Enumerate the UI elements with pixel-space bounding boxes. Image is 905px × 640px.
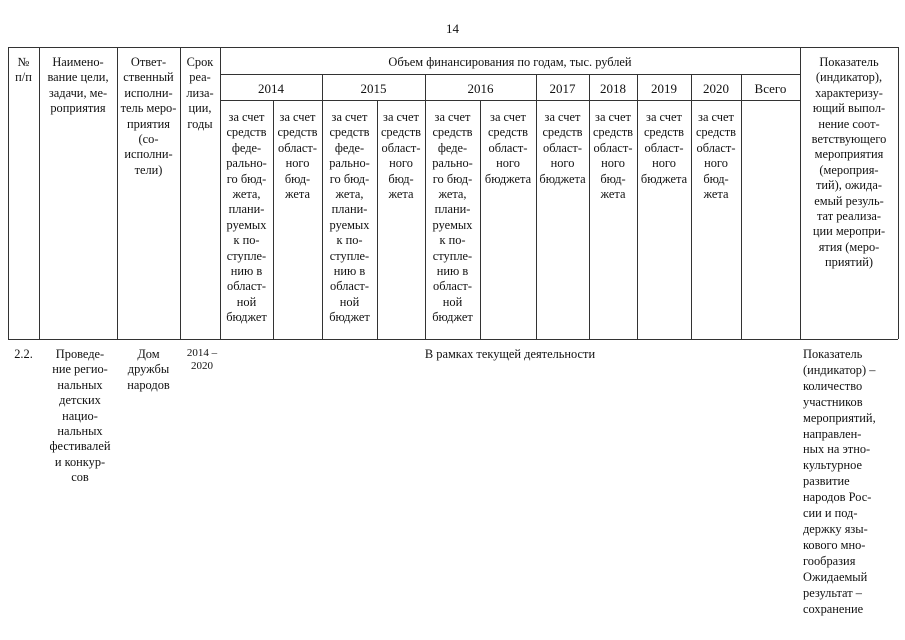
source-2015-regional: за счет средств област- ного бюд- жета bbox=[380, 110, 422, 202]
funding-header-rule bbox=[220, 74, 800, 75]
source-2016-regional: за счет средств област- ного бюджета bbox=[484, 110, 532, 186]
source-2019-regional: за счет средств област- ного бюджета bbox=[640, 110, 688, 186]
source-2018-regional: за счет средств област- ного бюд- жета bbox=[592, 110, 634, 202]
year-2020: 2020 bbox=[703, 81, 729, 96]
source-2016-federal: за счет средств феде- рально- го бюд- жета, плани- руемых к по- ступле- нию в област- ной бюджет bbox=[432, 110, 473, 325]
year-2014: 2014 bbox=[258, 81, 284, 96]
row-indicator: Показатель (индикатор) – количество участников мероприятий, направлен- ных на этно- культурное развитие народов Рос- сии и под- держку язы- кового мно- гообразия Ожидаемый результат – сохранение bbox=[803, 347, 876, 616]
page-number: 14 bbox=[446, 21, 459, 36]
header-num: № п/п bbox=[15, 55, 32, 85]
years-header-rule bbox=[220, 100, 800, 101]
header-funding: Объем финансирования по годам, тыс. рублей bbox=[388, 55, 632, 69]
row-term: 2014 – 2020 bbox=[186, 347, 218, 372]
header-responsible: Ответ- ственный исполни- тель меро- приятия (со- исполни- тели) bbox=[120, 55, 177, 177]
table-right-border bbox=[898, 47, 899, 339]
table-left-border bbox=[8, 47, 9, 339]
year-2015: 2015 bbox=[360, 81, 387, 96]
year-2016: 2016 bbox=[467, 81, 494, 96]
year-2019: 2019 bbox=[651, 81, 677, 96]
year-2018: 2018 bbox=[600, 81, 626, 96]
year-total: Всего bbox=[754, 81, 787, 96]
row-funding-note: В рамках текущей деятельности bbox=[424, 347, 596, 361]
source-2017-regional: за счет средств област- ного бюджета bbox=[539, 110, 586, 186]
source-2015-federal: за счет средств феде- рально- го бюд- жета, плани- руемых к по- ступле- нию в област- ной бюджет bbox=[329, 110, 370, 325]
header-name: Наимено- вание цели, задачи, ме- роприятия bbox=[47, 55, 109, 116]
col-rule-total bbox=[741, 74, 742, 339]
row-responsible: Дом дружбы народов bbox=[127, 347, 170, 392]
source-2020-regional: за счет средств област- ного бюд- жета bbox=[695, 110, 737, 202]
table-top-rule bbox=[8, 47, 898, 48]
row-num: 2.2. bbox=[14, 347, 33, 361]
year-2017: 2017 bbox=[549, 81, 576, 96]
source-2014-regional: за счет средств област- ного бюд- жета bbox=[277, 110, 318, 202]
row-name: Проведе- ние регио- нальных детских нацио- нальных фестивалей и конкур- сов bbox=[49, 347, 111, 485]
source-2014-federal: за счет средств феде- рально- го бюд- жета, плани- руемых к по- ступле- нию в област- ной бюджет bbox=[226, 110, 267, 325]
header-term: Срок реа- лиза- ции, годы bbox=[186, 55, 214, 131]
header-bottom-rule bbox=[8, 339, 898, 340]
header-indicator: Показатель (индикатор), характеризу- ющий выпол- нение соот- ветствующего мероприятия (мероприя- тий), ожида- емый резуль- тат реализа- ции меропри- ятия (меро- приятий) bbox=[811, 55, 887, 270]
